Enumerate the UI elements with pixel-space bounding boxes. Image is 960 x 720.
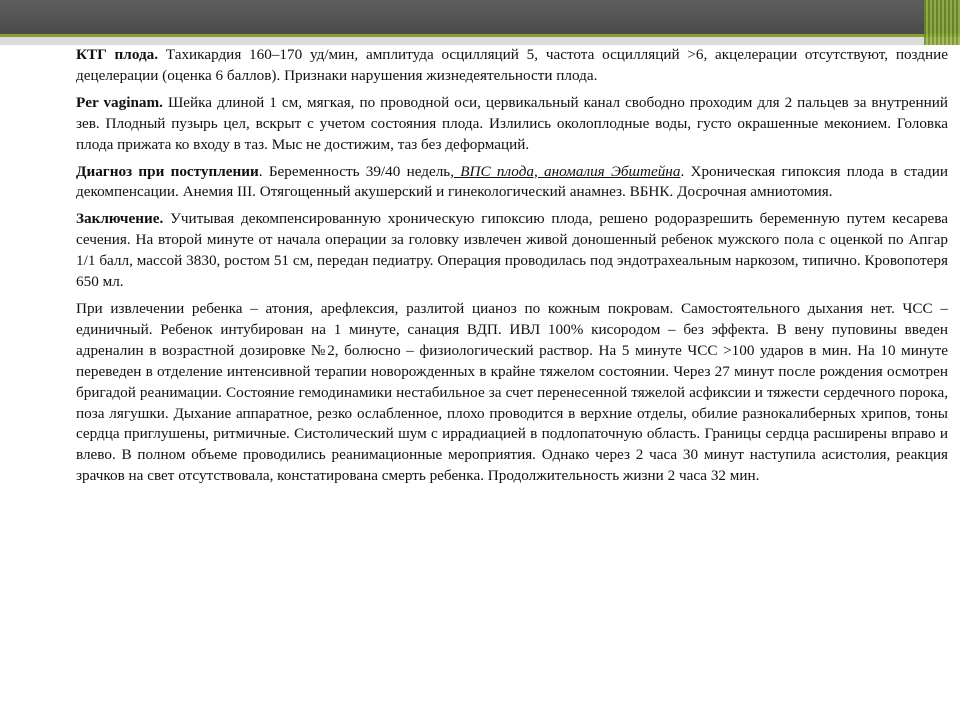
diagnosis-text-a: . Беременность 39/40 недель [258, 162, 451, 180]
conclusion-paragraph [76, 209, 948, 293]
slide-body [76, 45, 948, 493]
diagnosis-label: Диагноз при поступлении [76, 162, 259, 180]
diagnosis-paragraph [76, 162, 948, 204]
diagnosis-link[interactable]: , ВПС плода, аномалия Эбштейна [450, 162, 681, 180]
diagnosis-text-b: . Хроническая гипоксия плода в стадии декомпенсации. Анемия III. Отягощенный акушерский и гинекологический анамнез. ВБНК. Досрочная амниотомия. [76, 162, 948, 201]
extraction-text: При извлечении ребенка – атония, арефлексия, разлитой цианоз по кожным покровам. Самостоятельного дыхания нет. ЧСС – единичный. Ребенок интубирован на 1 минуте, санация ВДП. ИВЛ 100% кисородом – без эффекта. В вену пуповины введен адреналин в возрастной дозировке №2, болюсно – физиологический раствор. На 5 минуте ЧСС >100 ударов в мин. На 10 минуте переведен в отделение интенсивной терапии новорожденных в крайне тяжелом состоянии. Через 27 минут после рождения осмотрен бригадой реанимации. Состояние гемодинамики нестабильное за счет перенесенной тяжелой асфиксии и тяжести сердечного порока, поза лягушки. Дыхание аппаратное, резко ослабленное, плохо проводится в верхние отделы, обилие разнокалиберных хрипов, тоны сердца приглушены, ритмичные. Систолический шум с иррадиацией в подлопаточную область. Границы сердца расширены вправо и влево. В полном объеме проводились реанимационные мероприятия. Однако через 2 часа 30 минут наступила асистолия, реакция зрачков на свет отсутствовала, констатирована смерть ребенка. Продолжительность жизни 2 часа 32 мин. [76, 299, 948, 485]
ktg-text: Тахикардия 160–170 уд/мин, амплитуда осцилляций 5, частота осцилляций >6, акцелерации отсутствуют, поздние децелерации (оценка 6 баллов). Признаки нарушения жизнедеятельности плода. [76, 46, 948, 84]
vaginam-label: Per vaginam. [76, 93, 163, 111]
ktg-paragraph [76, 45, 948, 87]
conclusion-label: Заключение. [76, 210, 164, 228]
header-light-band [0, 37, 960, 45]
vaginam-text: Шейка длиной 1 см, мягкая, по проводной оси, цервикальный канал свободно проходим для 2 пальцев за внутренний зев. Плодный пузырь цел, вскрыт с учетом состояния плода. Излились околоплодные воды, густо окрашенные меконием. Головка плода прижата ко входу в таз. Мыс не достижим, таз без деформаций. [76, 93, 948, 153]
ktg-label: КТГ плода. [76, 46, 159, 63]
conclusion-text: Учитывая декомпенсированную хроническую гипоксию плода, решено родоразрешить беременную путем кесарева сечения. На второй минуте от начала операции за головку извлечен живой доношенный ребенок мужского пола с оценкой по Апгар 1/1 балл, массой 3830, ростом 51 см, передан педиатру. Операция проводилась под эндотрахеальным наркозом, типично. Кровопотеря 650 мл. [76, 210, 948, 291]
header-band [0, 0, 960, 34]
corner-stripes-decoration [924, 0, 960, 45]
vaginam-paragraph [76, 93, 948, 156]
extraction-paragraph [76, 299, 948, 487]
